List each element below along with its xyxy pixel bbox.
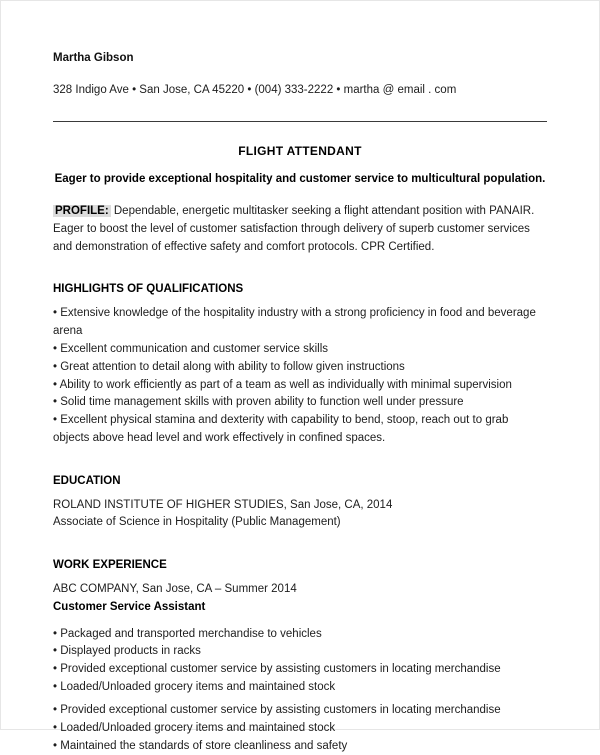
qualification-item: • Ability to work efficiently as part of a team as well as individually with minimal supervision bbox=[53, 377, 547, 395]
experience-duties-group-2 bbox=[53, 702, 547, 755]
title-block bbox=[53, 142, 547, 189]
experience-duty-item: • Provided exceptional customer service by assisting customers in locating merchandise bbox=[53, 661, 547, 679]
qualification-item: • Excellent communication and customer service skills bbox=[53, 341, 547, 359]
education-heading: EDUCATION bbox=[53, 474, 121, 487]
education-school: ROLAND INSTITUTE OF HIGHER STUDIES, San Jose, CA, 2014 bbox=[53, 498, 393, 511]
job-title: FLIGHT ATTENDANT bbox=[238, 143, 362, 158]
experience-duty-item: • Loaded/Unloaded grocery items and maintained stock bbox=[53, 679, 547, 697]
profile-text: Dependable, energetic multitasker seeking a flight attendant position with PANAIR. Eager to boost the level of customer satisfaction through delivery of superb customer services and demonstration of effective safety and comfort protocols. CPR Certified. bbox=[53, 205, 535, 253]
qualifications-section bbox=[53, 281, 547, 447]
qualification-item: • Excellent physical stamina and dexterity with capability to bend, stoop, reach out to grab objects above head level and work effectively in confined spaces. bbox=[53, 412, 547, 448]
candidate-name: Martha Gibson bbox=[53, 52, 134, 64]
resume-header bbox=[53, 50, 547, 100]
contact-line: 328 Indigo Ave • San Jose, CA 45220 • (004) 333-2222 • martha @ email . com bbox=[53, 83, 457, 96]
experience-duty-item: • Displayed products in racks bbox=[53, 643, 547, 661]
profile-paragraph bbox=[53, 203, 547, 256]
education-degree: Associate of Science in Hospitality (Public Management) bbox=[53, 516, 341, 529]
qualification-item: • Solid time management skills with proven ability to function well under pressure bbox=[53, 394, 547, 412]
experience-heading: WORK EXPERIENCE bbox=[53, 559, 167, 572]
experience-position: Customer Service Assistant bbox=[53, 600, 206, 613]
experience-duty-item: • Maintained the standards of store cleanliness and safety bbox=[53, 738, 547, 755]
experience-duties-group-1 bbox=[53, 626, 547, 697]
experience-duty-item: • Packaged and transported merchandise to vehicles bbox=[53, 626, 547, 644]
profile-label: PROFILE: bbox=[55, 205, 109, 218]
experience-duty-item: • Loaded/Unloaded grocery items and maintained stock bbox=[53, 720, 547, 738]
qualifications-list bbox=[53, 305, 547, 448]
education-section bbox=[53, 473, 547, 532]
experience-section bbox=[53, 557, 547, 755]
qualification-item: • Extensive knowledge of the hospitality industry with a strong proficiency in food and beverage arena bbox=[53, 305, 547, 341]
objective-tagline: Eager to provide exceptional hospitality and customer service to multicultural population. bbox=[54, 173, 546, 186]
qualifications-heading: HIGHLIGHTS OF QUALIFICATIONS bbox=[53, 283, 244, 296]
experience-company: ABC COMPANY, San Jose, CA – Summer 2014 bbox=[53, 583, 297, 596]
qualification-item: • Great attention to detail along with ability to follow given instructions bbox=[53, 359, 547, 377]
experience-duty-item: • Provided exceptional customer service by assisting customers in locating merchandise bbox=[53, 702, 547, 720]
header-divider bbox=[53, 121, 547, 122]
